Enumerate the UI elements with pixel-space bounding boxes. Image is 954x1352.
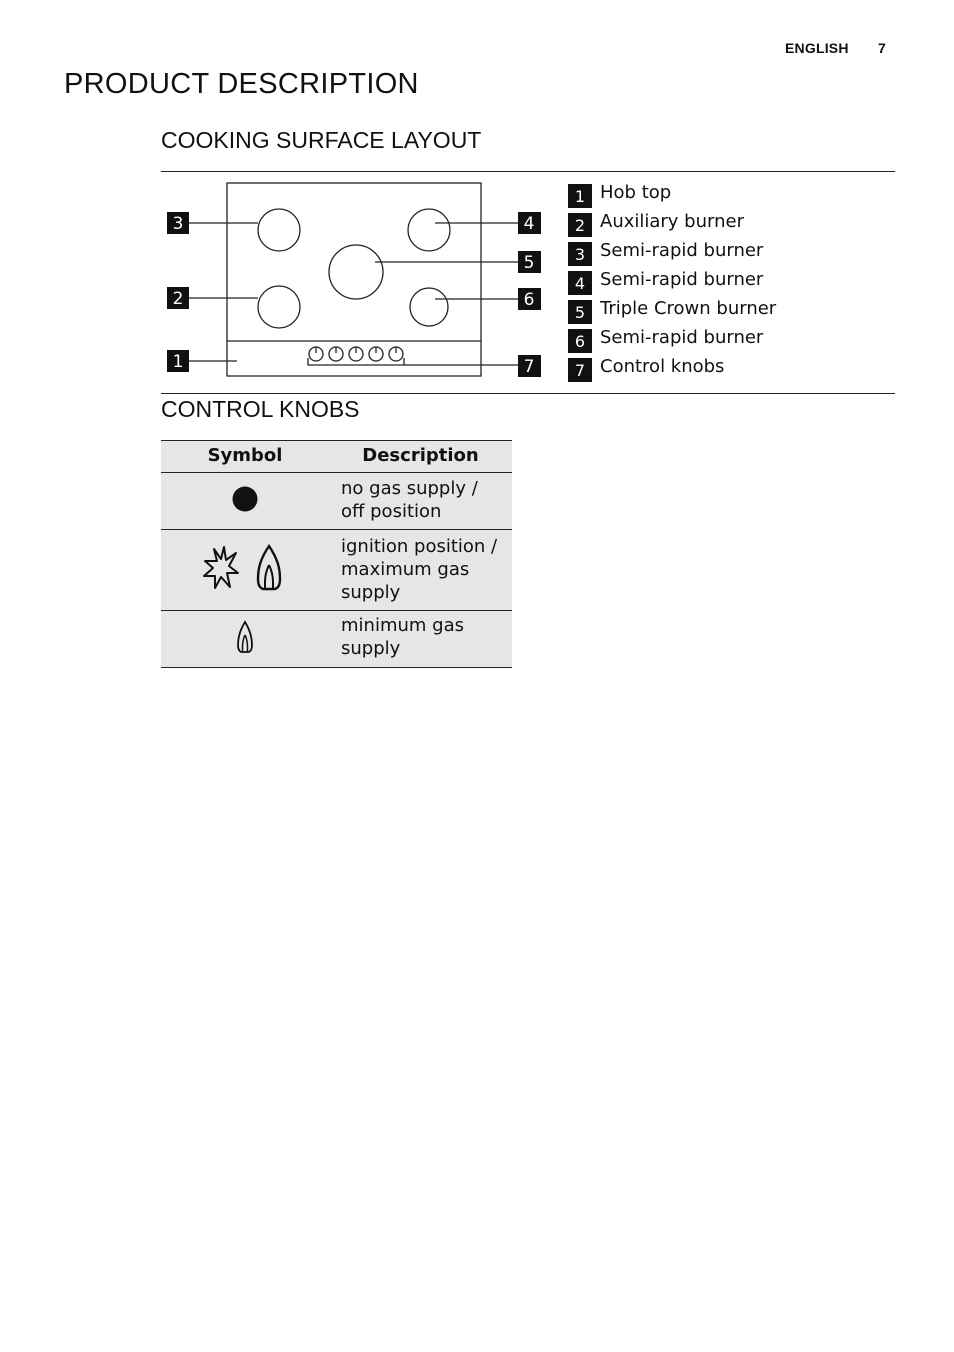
table-header-row	[161, 441, 512, 473]
symbol-cell	[161, 530, 329, 611]
cooking-surface-heading: COOKING SURFACE LAYOUT	[161, 127, 482, 153]
description-cell: ignition position / maximum gas supply	[341, 536, 498, 603]
legend-number: 3	[568, 242, 592, 266]
description-cell: minimum gas supply	[341, 615, 464, 659]
section-rule-bottom	[161, 393, 895, 394]
description-cell: no gas supply / off position	[341, 478, 478, 522]
ignition-spark-and-large-flame-icon	[200, 543, 290, 593]
legend-label: Semi-rapid burner	[600, 240, 764, 261]
header-language: ENGLISH	[785, 40, 849, 56]
legend-number: 7	[568, 358, 592, 382]
page-number: 7	[878, 40, 886, 56]
legend-number: 2	[568, 213, 592, 237]
column-header-symbol: Symbol	[207, 445, 283, 466]
burner-4-semi-rapid	[408, 209, 450, 251]
burner-2-auxiliary	[258, 286, 300, 328]
table-row	[161, 611, 512, 668]
control-knobs-table	[161, 440, 512, 668]
callout-4-label: 4	[523, 214, 535, 234]
symbol-cell	[161, 473, 329, 530]
legend-label: Auxiliary burner	[600, 211, 744, 232]
callout-7-label: 7	[523, 357, 535, 377]
hob-diagram	[161, 176, 546, 386]
burner-3-semi-rapid	[258, 209, 300, 251]
table-row	[161, 530, 512, 611]
legend-number: 4	[568, 271, 592, 295]
legend-label: Triple Crown burner	[600, 298, 777, 319]
symbol-cell	[161, 611, 329, 668]
callout-2-label: 2	[172, 289, 184, 309]
legend-label: Hob top	[600, 182, 672, 203]
callout-3-label: 3	[172, 214, 184, 234]
column-header-description: Description	[362, 445, 479, 466]
legend-number: 5	[568, 300, 592, 324]
table-row	[161, 473, 512, 530]
legend-number: 6	[568, 329, 592, 353]
callout-5-label: 5	[523, 253, 535, 273]
callout-badges	[167, 212, 541, 377]
callout-1-label: 1	[172, 352, 184, 372]
small-flame-icon	[235, 620, 255, 654]
legend-label: Semi-rapid burner	[600, 269, 764, 290]
section-rule-top	[161, 171, 895, 172]
control-knobs-group	[308, 347, 404, 365]
burner-6-semi-rapid	[410, 288, 448, 326]
burner-5-triple-crown	[329, 245, 383, 299]
filled-circle-icon	[230, 484, 260, 514]
legend-number: 1	[568, 184, 592, 208]
control-knobs-heading: CONTROL KNOBS	[161, 396, 360, 422]
callout-6-label: 6	[523, 290, 535, 310]
legend-label: Semi-rapid burner	[600, 327, 764, 348]
page-title: PRODUCT DESCRIPTION	[64, 68, 419, 100]
legend-label: Control knobs	[600, 356, 725, 377]
